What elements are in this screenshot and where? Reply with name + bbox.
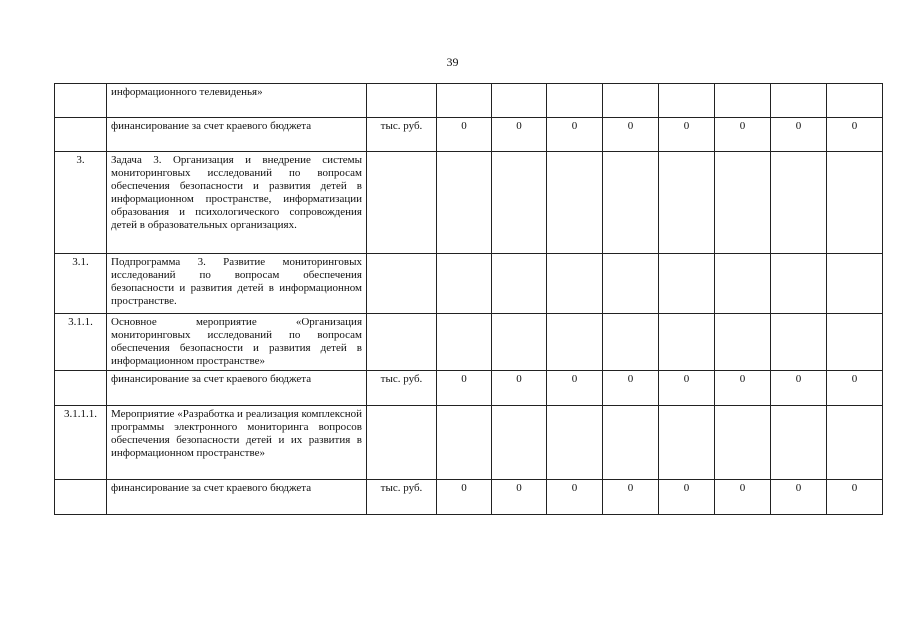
value-cell (827, 314, 883, 371)
value-cell (659, 84, 715, 118)
value-cell (492, 84, 547, 118)
value-cell: 0 (492, 371, 547, 406)
budget-table (54, 83, 883, 515)
row-number-cell (55, 371, 107, 406)
table-row (55, 406, 883, 480)
value-cell (771, 152, 827, 254)
row-unit-cell (367, 254, 437, 314)
table-row (55, 314, 883, 371)
value-cell (603, 152, 659, 254)
value-cell: 0 (547, 118, 603, 152)
value-cell (603, 84, 659, 118)
value-cell: 0 (771, 118, 827, 152)
value-cell: 0 (827, 371, 883, 406)
row-name-cell (107, 314, 367, 371)
row-name-cell (107, 406, 367, 480)
row-name-cell (107, 480, 367, 515)
table-row (55, 254, 883, 314)
row-number-cell: 3.1.1. (55, 314, 107, 371)
value-cell (437, 84, 492, 118)
row-unit-cell (367, 84, 437, 118)
value-cell (492, 254, 547, 314)
value-cell: 0 (437, 118, 492, 152)
value-cell (547, 314, 603, 371)
value-cell: 0 (603, 371, 659, 406)
row-unit-cell (367, 314, 437, 371)
value-cell (492, 152, 547, 254)
row-number-cell: 3.1. (55, 254, 107, 314)
table-row (55, 84, 883, 118)
value-cell (771, 406, 827, 480)
value-cell: 0 (715, 371, 771, 406)
row-name-text: финансирование за счет краевого бюджета (111, 482, 312, 494)
value-cell (437, 254, 492, 314)
row-name-text: Основное мероприятие «Организация мониторинговых исследований по вопросам обеспечения безопасности и развития детей в информационном пространстве» (111, 316, 362, 367)
value-cell (827, 406, 883, 480)
value-cell: 0 (547, 480, 603, 515)
value-cell (659, 254, 715, 314)
row-number-cell: 3. (55, 152, 107, 254)
row-number-cell (55, 480, 107, 515)
value-cell: 0 (492, 480, 547, 515)
value-cell (437, 314, 492, 371)
row-name-text: Подпрограмма 3. Развитие мониторинговых исследований по вопросам обеспечения безопасности и развития детей в информационном пространстве. (111, 256, 362, 307)
table-row (55, 152, 883, 254)
value-cell (715, 84, 771, 118)
value-cell (547, 152, 603, 254)
value-cell (715, 152, 771, 254)
value-cell (437, 152, 492, 254)
value-cell (715, 406, 771, 480)
value-cell (547, 406, 603, 480)
value-cell: 0 (715, 480, 771, 515)
value-cell (771, 314, 827, 371)
value-cell: 0 (547, 371, 603, 406)
value-cell (603, 254, 659, 314)
value-cell: 0 (437, 371, 492, 406)
row-number-cell: 3.1.1.1. (55, 406, 107, 480)
value-cell: 0 (771, 480, 827, 515)
row-unit-cell (367, 152, 437, 254)
value-cell: 0 (659, 480, 715, 515)
row-unit-cell: тыс. руб. (367, 118, 437, 152)
table-row (55, 480, 883, 515)
row-number-cell (55, 118, 107, 152)
value-cell (437, 406, 492, 480)
value-cell: 0 (603, 480, 659, 515)
value-cell (715, 314, 771, 371)
page-number: 39 (446, 55, 459, 69)
row-name-text: финансирование за счет краевого бюджета (111, 120, 312, 132)
value-cell (547, 84, 603, 118)
row-name-cell (107, 84, 367, 118)
value-cell: 0 (659, 371, 715, 406)
row-name-text: финансирование за счет краевого бюджета (111, 373, 312, 385)
table-row (55, 118, 883, 152)
value-cell (659, 406, 715, 480)
value-cell (827, 152, 883, 254)
value-cell (603, 314, 659, 371)
value-cell (547, 254, 603, 314)
value-cell: 0 (603, 118, 659, 152)
value-cell: 0 (771, 371, 827, 406)
row-name-text: информационного телевиденья» (111, 86, 263, 98)
value-cell (715, 254, 771, 314)
value-cell: 0 (492, 118, 547, 152)
row-number-cell (55, 84, 107, 118)
value-cell (492, 314, 547, 371)
table-row (55, 371, 883, 406)
row-name-text: Задача 3. Организация и внедрение системы мониторинговых исследований по вопросам обеспечения безопасности и развития детей в информационном пространстве, информатизации образования и психологического сопровождения детей в образовательных организациях. (111, 154, 362, 231)
value-cell (659, 314, 715, 371)
value-cell (771, 84, 827, 118)
value-cell (603, 406, 659, 480)
value-cell (771, 254, 827, 314)
value-cell: 0 (659, 118, 715, 152)
value-cell: 0 (715, 118, 771, 152)
row-name-cell (107, 254, 367, 314)
row-name-cell (107, 118, 367, 152)
row-unit-cell (367, 406, 437, 480)
row-unit-cell: тыс. руб. (367, 480, 437, 515)
value-cell (492, 406, 547, 480)
value-cell: 0 (827, 480, 883, 515)
row-unit-cell: тыс. руб. (367, 371, 437, 406)
row-name-text: Мероприятие «Разработка и реализация комплексной программы электронного мониторинга вопросов обеспечения безопасности детей и их развития в информационном пространстве» (111, 408, 362, 459)
value-cell (827, 254, 883, 314)
value-cell (659, 152, 715, 254)
row-name-cell (107, 371, 367, 406)
value-cell: 0 (437, 480, 492, 515)
row-name-cell (107, 152, 367, 254)
value-cell (827, 84, 883, 118)
value-cell: 0 (827, 118, 883, 152)
